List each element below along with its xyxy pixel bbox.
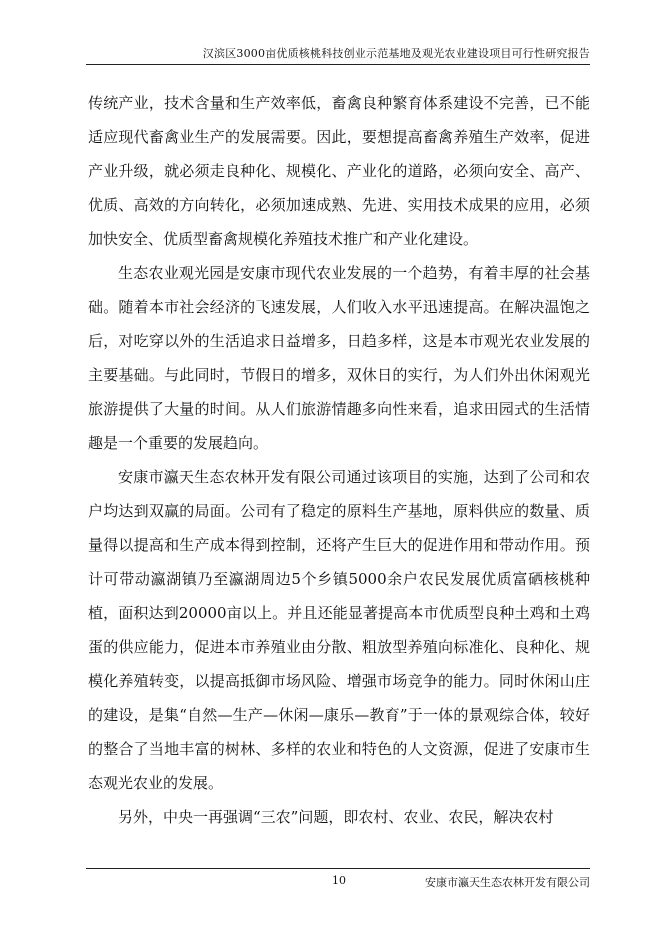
report-header-title: 汉滨区3000亩优质核桃科技创业示范基地及观光农业建设项目可行性研究报告 bbox=[202, 47, 590, 60]
paragraph-three-rural-issues: 另外，中央一再强调“三农”问题，即农村、农业、农民，解决农村 bbox=[118, 808, 554, 826]
footer-divider bbox=[86, 868, 590, 869]
footer-company-name: 安康市瀛天生态农林开发有限公司 bbox=[425, 876, 590, 889]
header-divider bbox=[86, 64, 590, 65]
page-number: 10 bbox=[332, 874, 346, 887]
paragraph-eco-agriculture-park: 生态农业观光园是安康市现代农业发展的一个趋势，有着丰厚的社会基础。随着本市社会经济的飞速发展，人们收入水平迅速提高。在解决温饱之后，对吃穿以外的生活追求日益增多，日趋多样，这是本市观光农业发展的主要基础。与此同时，节假日的增多，双休日的实行，为人们外出休闲观光旅游提供了大量的时间。从人们旅游情趣多向性来看，追求田园式的生活情趣是一个重要的发展趋向。 bbox=[88, 264, 590, 452]
paragraph-livestock-industry: 传统产业，技术含量和生产效率低，畜禽良种繁育体系建设不完善，已不能适应现代畜禽业生产的发展需要。因此，要想提高畜禽养殖生产效率，促进产业升级，就必须走良种化、规模化、产业化的道路，必须向安全、高产、优质、高效的方向转化，必须加速成熟、先进、实用技术成果的应用，必须加快安全、优质型畜禽规模化养殖技术推广和产业化建设。 bbox=[88, 94, 590, 248]
document-body bbox=[88, 86, 590, 834]
paragraph-company-benefits: 安康市瀛天生态农林开发有限公司通过该项目的实施，达到了公司和农户均达到双赢的局面。公司有了稳定的原料生产基地，原料供应的数量、质量得以提高和生产成本得到控制，还将产生巨大的促进作用和带动作用。预计可带动瀛湖镇乃至瀛湖周边5个乡镇5000余户农民发展优质富硒核桃种植，面积达到20000亩以上。并且还能显著提高本市优质型良种土鸡和土鸡蛋的供应能力，促进本市养殖业由分散、粗放型养殖向标准化、良种化、规模化养殖转变，以提高抵御市场风险、增强市场竞争的能力。同时休闲山庄的建设，是集“自然—生产—休闲—康乐—教育”于一体的景观综合体，较好的整合了当地丰富的树林、多样的农业和特色的人文资源，促进了安康市生态观光农业的发展。 bbox=[88, 468, 590, 792]
